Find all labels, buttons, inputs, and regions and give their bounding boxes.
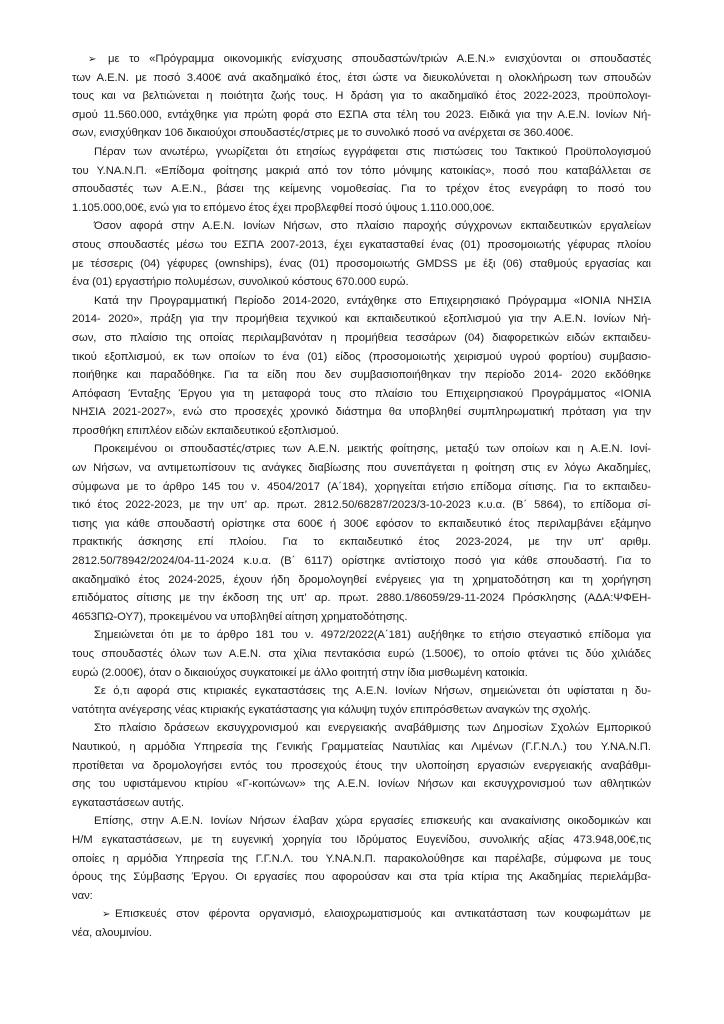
- bullet-paragraph: [72, 905, 651, 942]
- text-line: [72, 645, 651, 664]
- line-text: οποίες η αρμόδια Υπηρεσία της Γ.Γ.Ν.Λ. του Υ.ΝΑ.Ν.Π. παρακολούθησε και παρέλαβε, σύμφωνα με τους: [72, 852, 651, 865]
- line-text: σων, στο πλαίσιο της οποίας περιλαμβανόταν η προμήθεια τεσσάρων (04) διαφορετικών ειδών εκπαιδευ-: [72, 331, 651, 344]
- text-line: [72, 199, 651, 218]
- line-text: Απόφαση Ένταξης Έργου για τη μεταφορά τους στο πλαίσιο του Επιχειρησιακού Προγράμματος «ΙΟΝΙΑ: [72, 387, 651, 400]
- text-line: [72, 459, 651, 478]
- line-text: τισης για κάθε σπουδαστή ορίστηκε στα 600€ ή 300€ εφόσον το εκπαιδευτικό έτος περιλαμβάνει εξάμηνο: [72, 517, 651, 530]
- text-line: [72, 757, 651, 776]
- line-text: πρακτικής άσκησης επί πλοίου. Για το εκπαιδευτικό έτος 2023-2024, με την υπ' αριθμ.: [72, 536, 651, 549]
- line-text: τικό έτος 2022-2023, με την υπ’ αρ. πρωτ. 2812.50/68287/2023/3-10-2023 κ.υ.α. (Β΄ 5864), το επίδομα σί-: [72, 499, 651, 512]
- line-text: του Υ.ΝΑ.Ν.Π. «Επίδομα φοίτησης μακριά από τον τόπο μόνιμης κατοικίας», ποσό που καταβάλλεται σε: [72, 164, 651, 177]
- text-line: [72, 905, 651, 924]
- line-text: όρους της Σύμβασης Έργου. Οι εργασίες που αφορούσαν και στα τρία κτίρια της Ακαδημίας περιελάμβα-: [72, 871, 651, 884]
- line-text: τους και να βελτιώνεται η ποιότητα ζωής τους. Η δράση για το ακαδημαϊκό έτος 2022-2023, προϋπολογι-: [72, 90, 651, 103]
- text-line: [72, 775, 651, 794]
- line-text: νέα, αλουμινίου.: [72, 926, 152, 939]
- line-text: Επισκευές στον φέροντα οργανισμό, ελαιοχρωματισμούς και αντικατάσταση των κουφωμάτων με: [115, 908, 651, 921]
- text-line: [72, 887, 651, 906]
- text-line: [72, 831, 651, 850]
- line-text: Σε ό,τι αφορά στις κτιριακές εγκαταστάσεις της Α.Ε.Ν. Ιονίων Νήσων, σημειώνεται ότι υφίσταται η δυ-: [94, 685, 651, 698]
- body-paragraph: [72, 292, 651, 441]
- text-line: [72, 924, 651, 943]
- text-line: [72, 664, 651, 683]
- text-line: [72, 236, 651, 255]
- line-text: ων Νήσων, να αντιμετωπίσουν τις ανάγκες διαβίωσης που συνεπάγεται η φοίτηση στις εν λόγω Ακαδημίες,: [72, 462, 651, 475]
- text-line: [72, 478, 651, 497]
- text-line: [72, 701, 651, 720]
- line-text: σμού 11.560.000, εντάχθηκε για πρώτη φορά στο ΕΣΠΑ στα τέλη του 2023. Ειδικά για την Α.Ε.Ν. Ιονίων Νή-: [72, 108, 651, 121]
- line-text: σύμφωνα με το άρθρο 145 του ν. 4504/2017 (Α΄184), χορηγείται ετήσιο επίδομα σίτισης. Για το εκπαιδευ-: [72, 480, 651, 493]
- text-line: [72, 329, 651, 348]
- text-line: [72, 69, 651, 88]
- line-text: Όσον αφορά στην Α.Ε.Ν. Ιονίων Νήσων, στο πλαίσιο παροχής σύγχρονων εκπαιδευτικών εργαλείων: [94, 220, 651, 233]
- body-paragraph: [72, 626, 651, 682]
- line-text: Σημειώνεται ότι με το άρθρο 181 του ν. 4972/2022(Α΄181) αυξήθηκε το ετήσιο στεγαστικό επίδομα για: [94, 629, 651, 642]
- line-text: Προκειμένου οι σπουδαστές/στριες των Α.Ε.Ν. μεικτής φοίτησης, μεταξύ των οποίων και η Α.Ε.Ν. Ιονί-: [94, 443, 651, 456]
- text-line: [72, 812, 651, 831]
- text-line: [72, 87, 651, 106]
- text-line: [72, 50, 651, 69]
- text-line: [72, 348, 651, 367]
- text-line: [72, 292, 651, 311]
- text-line: [72, 682, 651, 701]
- line-text: προτίθεται να δρομολογήσει εντός του προσεχούς έτους την υλοποίηση εργασιών ενεργειακής αναβάθμι-: [72, 759, 651, 772]
- line-text: 2812.50/78942/2024/04-11-2024 κ.υ.α. (Β΄ 6117) ορίστηκε αντίστοιχο ποσό για κάθε σπουδαστή. Για το: [72, 555, 651, 568]
- text-line: [72, 496, 651, 515]
- line-text: νατότητα ανέγερσης νέας κτιριακής εγκατάστασης για κάλυψη τυχόν επιπρόσθετων αναγκών της σχολής.: [72, 703, 591, 716]
- line-text: Στο πλαίσιο δράσεων εκσυγχρονισμού και ενεργειακής αναβάθμισης των Δημοσίων Σχολών Εμπορικού: [94, 722, 651, 735]
- line-text: Ναυτικού, η αρμόδια Υπηρεσία της Γενικής Γραμματείας Ναυτιλίας και Λιμένων (Γ.Γ.Ν.Λ.) του Υ.ΝΑ.Ν.Π.: [72, 740, 651, 753]
- text-line: [72, 422, 651, 441]
- line-text: ακαδημαϊκό έτος 2024-2025, έχουν ήδη δρομολογηθεί ενέργειες για τη χρηματοδότηση και τη χορήγηση: [72, 573, 651, 586]
- line-text: με το «Πρόγραμμα οικονομικής ενίσχυσης σπουδαστών/τριών Α.Ε.Ν.» ενισχύονται οι σπουδαστές: [108, 53, 651, 65]
- line-text: σπουδαστές των Α.Ε.Ν., βάσει της κείμενης νομοθεσίας. Για το τρέχον έτος ενεγράφη το ποσό του: [72, 183, 651, 196]
- text-line: [72, 273, 651, 292]
- body-paragraph: [72, 440, 651, 626]
- arrow-bullet-icon: ➢: [102, 909, 111, 921]
- line-text: στους σπουδαστές μέσω του ΕΣΠΑ 2007-2013, έχει εγκατασταθεί ένας (01) προσομοιωτής γέφυρας πλοίου: [72, 238, 651, 251]
- body-paragraph: [72, 719, 651, 812]
- body-paragraph: [72, 143, 651, 217]
- line-text: τους σπουδαστές όλων των Α.Ε.Ν. στα χίλια πεντακόσια ευρώ (1.500€), το οποίο φτάνει τις δύο χιλιάδες: [72, 648, 651, 660]
- bullet-paragraph: [72, 50, 651, 143]
- text-line: [72, 124, 651, 143]
- text-line: [72, 366, 651, 385]
- text-line: [72, 217, 651, 236]
- text-line: [72, 552, 651, 571]
- line-text: ένα (01) εργαστήριο πολυμέσων, συνολικού κόστους 670.000 ευρώ.: [72, 276, 409, 289]
- body-paragraph: [72, 682, 651, 719]
- text-line: [72, 626, 651, 645]
- arrow-bullet-icon: ➢: [88, 54, 97, 65]
- body-paragraph: [72, 217, 651, 291]
- line-text: ναν:: [72, 889, 93, 902]
- text-line: [72, 794, 651, 813]
- line-text: τικού εξοπλισμού, εκ των οποίων το ένα (01) είδος (προσομοιωτής χειρισμού υγρού φορτίου) συμβασιο-: [72, 350, 651, 363]
- line-text: Πέραν των ανωτέρω, γνωρίζεται ότι ετησίως εγγράφεται στις πιστώσεις του Τακτικού Προϋπολογισμού: [94, 145, 651, 158]
- line-text: 2014- 2020», πράξη για την προμήθεια τεχνικού και εκπαιδευτικού εξοπλισμού για την Α.Ε.Ν. Ιονίων Νή-: [72, 313, 651, 326]
- line-text: προσθήκη επιπλέον ειδών εκπαιδευτικού εξοπλισμού.: [72, 424, 339, 437]
- line-text: εγκαταστάσεων αυτής.: [72, 796, 185, 809]
- line-text: ευρώ (2.000€), όταν ο δικαιούχος συγκατοικεί με άλλο φοιτητή στην ίδια μισθωμένη κατοικία.: [72, 666, 528, 679]
- line-text: Κατά την Προγραμματική Περίοδο 2014-2020, εντάχθηκε στο Επιχειρησιακό Πρόγραμμα «ΙΟΝΙΑ ΝΗΣΙΑ: [94, 294, 651, 307]
- text-line: [72, 719, 651, 738]
- document-page: [72, 50, 651, 943]
- line-text: 4653ΠΩ-ΟΥ7), προκειμένου να υποβληθεί αίτηση χρηματοδότησης.: [72, 610, 408, 623]
- text-line: [72, 385, 651, 404]
- line-text: Επίσης, στην Α.Ε.Ν. Ιονίων Νήσων έλαβαν χώρα εργασίες επισκευής και ανακαίνισης οικοδομικών και: [94, 815, 651, 828]
- text-line: [72, 180, 651, 199]
- line-text: ποιήθηκε και παραδόθηκε. Για τα είδη που δεν συμβασιοποιήθηκαν την περίοδο 2014- 2020 εκδόθηκε: [72, 369, 651, 382]
- text-line: [72, 571, 651, 590]
- text-line: [72, 143, 651, 162]
- line-text: Η/Μ εγκαταστάσεων, με τη ευγενική χορηγία του Ιδρύματος Ευγενίδου, συνολικής αξίας 473.948,00€,τις: [72, 833, 651, 846]
- line-text: σης του υφιστάμενου κτιρίου «Γ-κοιτώνων» της Α.Ε.Ν. Ιονίων Νήσων και εκσυγχρονισμού των αθλητικών: [72, 778, 651, 791]
- line-text: ΝΗΣΙΑ 2021-2027», ενώ στο προσεχές χρονικό διάστημα θα υποβληθεί συμπληρωματική πρόταση για την: [72, 406, 651, 419]
- line-text: 1.105.000,00€, ενώ για το επόμενο έτος έχει προβλεφθεί ποσό ύψους 1.110.000,00€.: [72, 201, 495, 214]
- text-line: [72, 310, 651, 329]
- text-line: [72, 589, 651, 608]
- text-line: [72, 403, 651, 422]
- line-text: των Α.Ε.Ν. με ποσό 3.400€ ανά ακαδημαϊκό έτος, έτσι ώστε να διευκολύνεται η ολοκλήρωση των σπουδών: [72, 71, 651, 84]
- body-paragraph: [72, 812, 651, 905]
- text-line: [72, 106, 651, 125]
- text-line: [72, 868, 651, 887]
- text-line: [72, 738, 651, 757]
- line-text: με τέσσερις (04) γέφυρες (ownships), ένας (01) προσομοιωτής GMDSS με έξι (06) σταθμούς εργασίας και: [72, 257, 651, 270]
- text-line: [72, 440, 651, 459]
- text-line: [72, 850, 651, 869]
- line-text: σων, ενισχύθηκαν 106 δικαιούχοι σπουδαστές/στριες με το συνολικό ποσό να ανέρχεται σε 360.400€.: [72, 127, 574, 140]
- line-text: επιδόματος σίτισης με την έκδοση της υπ' αρ. πρωτ. 2880.1/86059/29-11-2024 Πρόσκλησης (ΑΔΑ:ΨΦΕΗ-: [72, 592, 651, 605]
- text-line: [72, 162, 651, 181]
- text-line: [72, 255, 651, 274]
- text-line: [72, 608, 651, 627]
- text-line: [72, 533, 651, 552]
- text-line: [72, 515, 651, 534]
